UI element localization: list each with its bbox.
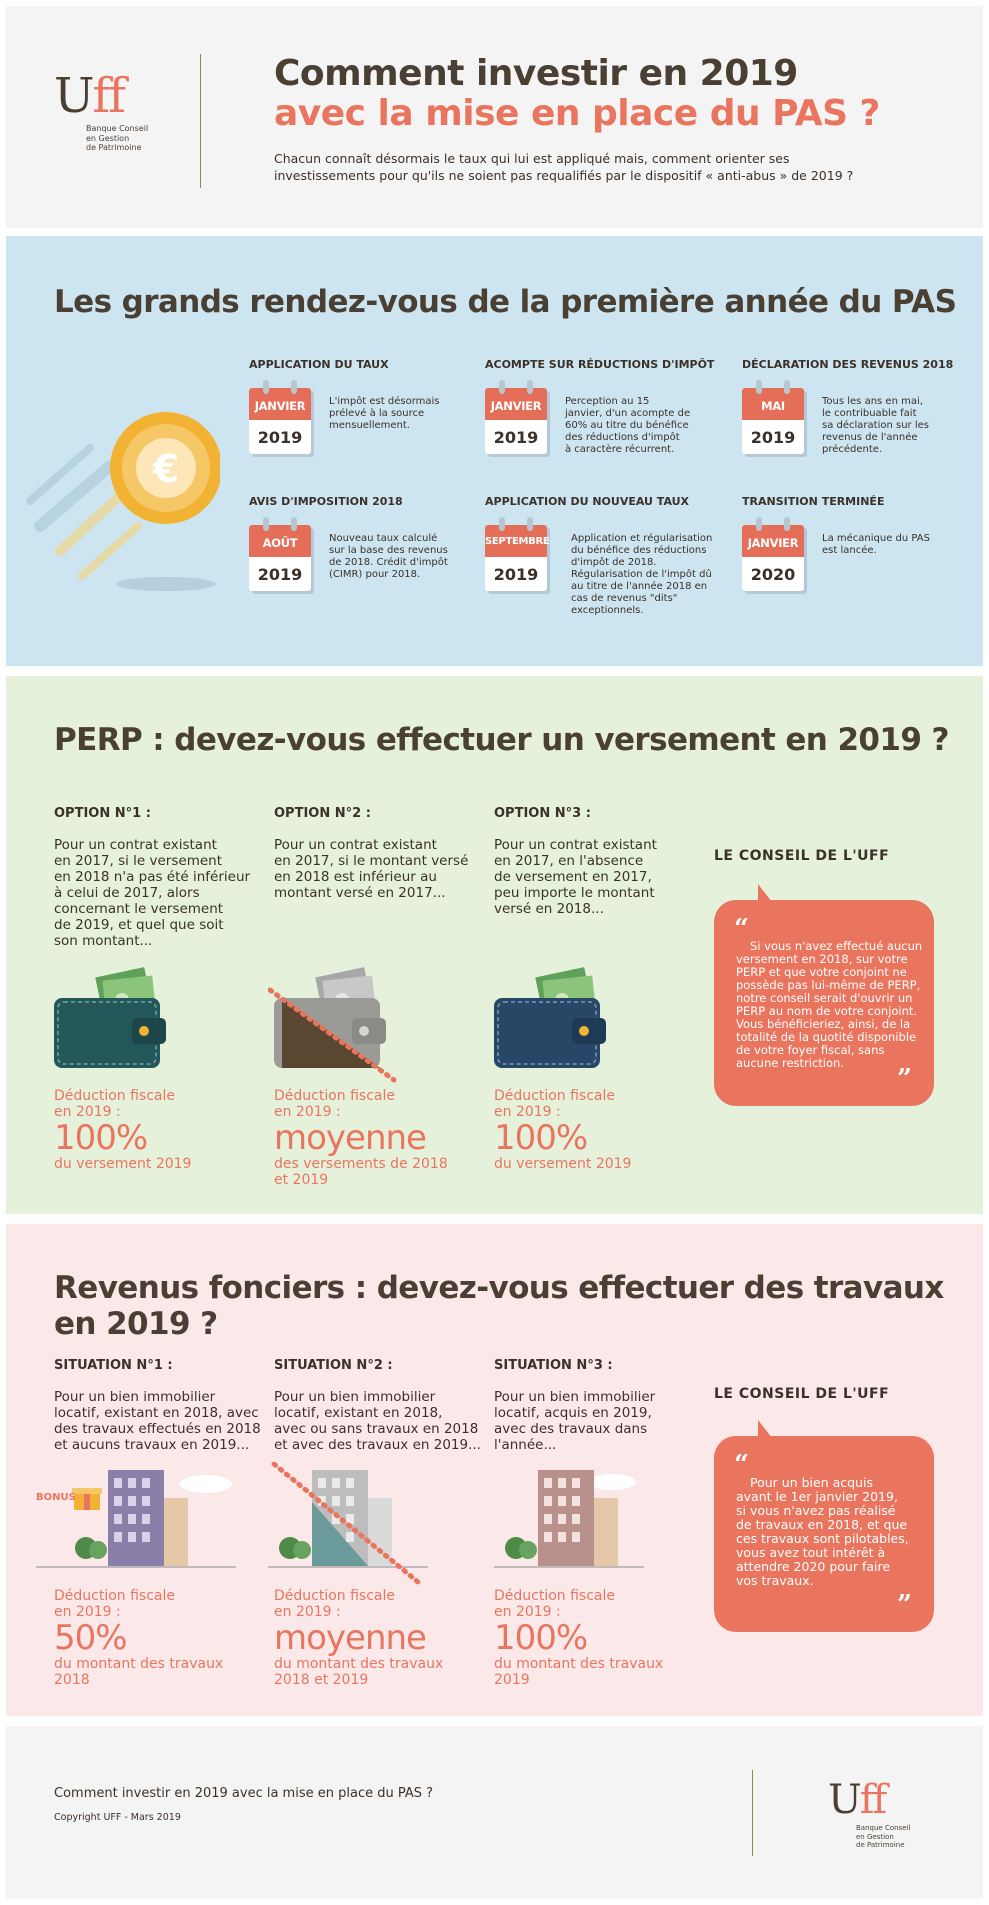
rendezvous-title: Les grands rendez-vous de la première année du PAS (54, 284, 957, 320)
bonus-label: BONUS (36, 1492, 76, 1503)
wallet-icon (54, 966, 166, 1072)
logo-subtitle: Banque Conseil en Gestion de Patrimoine (86, 124, 149, 152)
conseil-label: LE CONSEIL DE L'UFF (714, 1386, 890, 1402)
footer-divider (752, 1770, 753, 1856)
perp-deduction-1: Déduction fiscale en 2019 : 100% du versement 2019 (54, 1088, 192, 1172)
page-subtitle: avec la mise en place du PAS ? (274, 93, 880, 134)
deduction-value: moyenne (274, 1618, 426, 1658)
situation-deduction-3: Déduction fiscale en 2019 : 100% du montant des travaux 2019 (494, 1588, 664, 1688)
uff-logo (54, 68, 174, 172)
close-quote-icon: ” (897, 1590, 912, 1620)
deduction-value: 100% (494, 1118, 588, 1158)
close-quote-icon: ” (897, 1064, 912, 1094)
situation-3: SITUATION N°3 : Pour un bien immobilier locatif, acquis en 2019, avec des travaux dans l'année... (494, 1358, 656, 1453)
logo-brand: Uff (828, 1777, 886, 1823)
open-quote-icon: “ (734, 914, 749, 944)
perp-option-2: OPTION N°2 : Pour un contrat existant en 2017, si le montant versé en 2018 est inférieur au montant versé en 2017... (274, 806, 469, 901)
wallet-half-icon (268, 966, 398, 1086)
perp-option-3: OPTION N°3 : Pour un contrat existant en 2017, en l'absence de versement en 2017, peu importe le montant versé en 2018... (494, 806, 657, 917)
gift-icon (72, 1484, 102, 1512)
situation-1: SITUATION N°1 : Pour un bien immobilier locatif, existant en 2018, avec des travaux effectués en 2018 et aucuns travaux en 2019... (54, 1358, 261, 1453)
event-acompte: ACOMPTE SUR RÉDUCTIONS D'IMPÔT JANVIER 2019 Perception au 15 janvier, d'un acompte de 60% au titre du bénéfice des réductions d'impôt à caractère récurrent. (485, 358, 714, 371)
situation-deduction-1: Déduction fiscale en 2019 : 50% du montant des travaux 2018 (54, 1588, 224, 1688)
perp-section (6, 676, 983, 1214)
footer-section (6, 1726, 983, 1899)
calendar-icon: MAI 2019 (742, 380, 806, 458)
event-nouveau-taux: APPLICATION DU NOUVEAU TAUX SEPTEMBRE 2019 Application et régularisation du bénéfice des réductions d'impôt de 2018. Régularisation de l'impôt dû au titre de l'année 2018 en cas de revenus "dits" exceptionnels. (485, 495, 713, 616)
euro-icon: € (152, 447, 180, 491)
euro-coin-illustration (20, 376, 220, 596)
perp-deduction-2: Déduction fiscale en 2019 : moyenne des versements de 2018 et 2019 (274, 1088, 448, 1188)
deduction-value: moyenne (274, 1118, 426, 1158)
rendezvous-section (6, 236, 983, 666)
logo-brand: Uff (54, 68, 124, 124)
page-title: Comment investir en 2019 (274, 53, 798, 94)
revenus-section (6, 1224, 983, 1716)
conseil-bubble: “ Si vous n'avez effectué aucun versement en 2018, sur votre PERP et que votre conjoint ne possède pas lui-même de PERP, notre conseil serait d'ouvrir un PERP au nom de votre conjoint. Vous bénéficieriez, ainsi, de la totalité de la quotité disponible de votre foyer fiscal, sans aucune restriction. ” (714, 900, 934, 1106)
open-quote-icon: “ (734, 1450, 749, 1480)
conseil-bubble: “ Pour un bien acquis avant le 1er janvier 2019, si vous n'avez pas réalisé de travaux en 2018, et que ces travaux sont pilotables, vous avez tout intérêt à attendre 2020 pour faire vos travaux. ” (714, 1436, 934, 1632)
footer-copyright: Copyright UFF - Mars 2019 (54, 1812, 181, 1823)
calendar-icon: JANVIER 2020 (742, 517, 806, 595)
calendar-icon: AOÛT 2019 (249, 517, 313, 595)
footer-logo (828, 1777, 938, 1864)
revenus-title: Revenus fonciers : devez-vous effectuer des travaux en 2019 ? (54, 1270, 944, 1342)
header-section (6, 6, 983, 228)
conseil-label: LE CONSEIL DE L'UFF (714, 848, 890, 864)
deduction-value: 50% (54, 1618, 127, 1658)
event-declaration: DÉCLARATION DES REVENUS 2018 MAI 2019 Tous les ans en mai, le contribuable fait sa déclaration sur les revenus de l'année précédente. (742, 358, 953, 371)
event-avis-imposition: AVIS D'IMPOSITION 2018 AOÛT 2019 Nouveau taux calculé sur la base des revenus de 2018. Crédit d'impôt (CIMR) pour 2018. (249, 495, 403, 508)
situation-deduction-2: Déduction fiscale en 2019 : moyenne du montant des travaux 2018 et 2019 (274, 1588, 444, 1688)
calendar-icon: SEPTEMBRE 2019 (485, 517, 549, 595)
event-application-taux: APPLICATION DU TAUX JANVIER 2019 L'impôt est désormais prélevé à la source mensuellement. (249, 358, 389, 371)
deduction-value: 100% (54, 1118, 148, 1158)
situation-2: SITUATION N°2 : Pour un bien immobilier locatif, existant en 2018, avec ou sans travaux en 2018 et avec des travaux en 2019... (274, 1358, 481, 1453)
building-icon (36, 1464, 236, 1574)
calendar-icon: JANVIER 2019 (249, 380, 313, 458)
perp-deduction-3: Déduction fiscale en 2019 : 100% du versement 2019 (494, 1088, 632, 1172)
intro-text: Chacun connaît désormais le taux qui lui est appliqué mais, comment orienter ses investissements pour qu'ils ne soient pas requalifiés par le dispositif « anti-abus » de 2019 ? (274, 151, 854, 183)
calendar-icon: JANVIER 2019 (485, 380, 549, 458)
building-icon (494, 1464, 644, 1574)
footer-title: Comment investir en 2019 avec la mise en place du PAS ? (54, 1786, 434, 1801)
header-divider (200, 54, 201, 188)
event-transition: TRANSITION TERMINÉE JANVIER 2020 La mécanique du PAS est lancée. (742, 495, 884, 508)
perp-option-1: OPTION N°1 : Pour un contrat existant en 2017, si le versement en 2018 n'a pas été inférieur à celui de 2017, alors concernant le versement de 2019, et quel que soit son montant... (54, 806, 251, 949)
wallet-icon (494, 966, 606, 1072)
logo-subtitle: Banque Conseil en Gestion de Patrimoine (856, 1824, 911, 1849)
deduction-value: 100% (494, 1618, 588, 1658)
perp-title: PERP : devez-vous effectuer un versement en 2019 ? (54, 722, 949, 758)
building-half-icon (268, 1462, 428, 1586)
